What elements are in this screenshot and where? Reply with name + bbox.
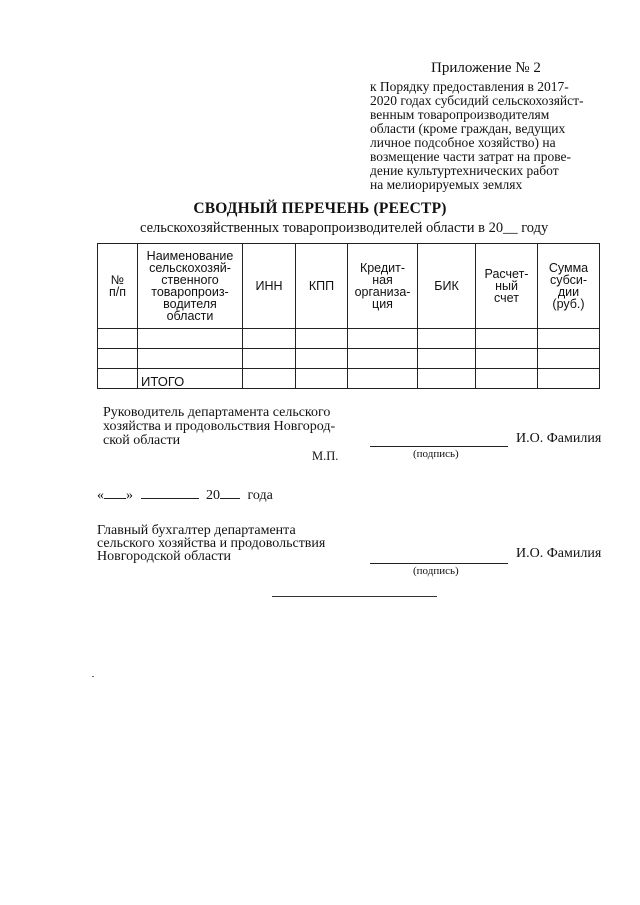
head-position: [103, 406, 335, 448]
table-cell: [98, 369, 138, 389]
accountant-signature-caption: (подпись): [413, 565, 459, 577]
header-account: Расчет- ный счет: [476, 244, 538, 329]
accountant-position-line: Новгородской области: [97, 549, 231, 564]
table-cell: [98, 329, 138, 349]
table-cell: [538, 329, 600, 349]
day-blank: [104, 486, 126, 499]
table-cell: [538, 349, 600, 369]
accountant-signature-line: [370, 563, 508, 564]
table-cell: [476, 329, 538, 349]
appendix-line: дение культуртехнических работ: [370, 163, 559, 178]
header-bik: БИК: [418, 244, 476, 329]
header-producer-name: Наименование сельскохозяй- ственного товаропроиз- водителя области: [138, 244, 243, 329]
appendix-line: личное подсобное хозяйство) на: [370, 135, 556, 150]
registry-table: [97, 243, 600, 389]
table-cell: [296, 349, 348, 369]
month-blank: [141, 486, 199, 499]
appendix-line: венным товаропроизводителям: [370, 107, 550, 122]
table-cell: [418, 349, 476, 369]
table-cell: [476, 369, 538, 389]
header-kpp: КПП: [296, 244, 348, 329]
accountant-position-line: сельского хозяйства и продовольствия: [97, 536, 326, 551]
head-name: И.О. Фамилия: [516, 431, 602, 446]
table-header-row: [98, 244, 600, 329]
table-cell: [538, 369, 600, 389]
head-signature-caption: (подпись): [413, 448, 459, 460]
accountant-position-line: Главный бухгалтер департамента: [97, 523, 296, 538]
stamp-placeholder: М.П.: [312, 449, 339, 463]
table-cell: [418, 369, 476, 389]
appendix-line: возмещение части затрат на прове-: [370, 149, 571, 164]
appendix-line: на мелиорируемых землях: [370, 177, 523, 192]
header-credit-organization: Кредит- ная организа- ция: [348, 244, 418, 329]
header-number: № п/п: [98, 244, 138, 329]
date-close-quote: »: [126, 488, 133, 503]
table-cell: [296, 329, 348, 349]
table-total-row: [98, 369, 600, 389]
accountant-name: И.О. Фамилия: [516, 546, 602, 561]
head-position-line: Руководитель департамента сельского: [103, 405, 331, 420]
scan-artifact: [92, 676, 94, 677]
appendix-line: 2020 годах субсидий сельскохозяйст-: [370, 93, 584, 108]
appendix-reference: [370, 80, 610, 192]
closing-divider: [272, 596, 437, 597]
table-cell: [348, 369, 418, 389]
appendix-line: области (кроме граждан, ведущих: [370, 121, 566, 136]
accountant-position: [97, 524, 325, 563]
year-blank: [220, 486, 240, 499]
document-title: СВОДНЫЙ ПЕРЕЧЕНЬ (РЕЕСТР): [193, 200, 447, 217]
table-cell: [296, 369, 348, 389]
head-signature-line: [370, 446, 508, 447]
table-row: [98, 349, 600, 369]
table-cell: [98, 349, 138, 369]
table-cell: [243, 369, 296, 389]
table-row: [98, 329, 600, 349]
year-suffix: года: [247, 488, 273, 503]
table-cell: [243, 349, 296, 369]
table-cell: [418, 329, 476, 349]
appendix-line: к Порядку предоставления в 2017-: [370, 79, 569, 94]
date-open-quote: «: [97, 488, 104, 503]
table-cell: [348, 349, 418, 369]
table-cell: [138, 349, 243, 369]
header-inn: ИНН: [243, 244, 296, 329]
date-line: [97, 486, 273, 504]
head-position-line: ской области: [103, 433, 181, 448]
table-cell: [476, 349, 538, 369]
table-cell: [243, 329, 296, 349]
table-cell: [138, 329, 243, 349]
header-subsidy-amount: Сумма субси- дии (руб.): [538, 244, 600, 329]
appendix-title: Приложение № 2: [431, 60, 541, 76]
head-position-line: хозяйства и продовольствия Новгород-: [103, 419, 336, 434]
table-cell: [348, 329, 418, 349]
total-label: ИТОГО: [138, 369, 243, 389]
document-subtitle: сельскохозяйственных товаропроизводителей области в 20__ году: [140, 220, 549, 236]
year-prefix: 20: [206, 488, 220, 503]
